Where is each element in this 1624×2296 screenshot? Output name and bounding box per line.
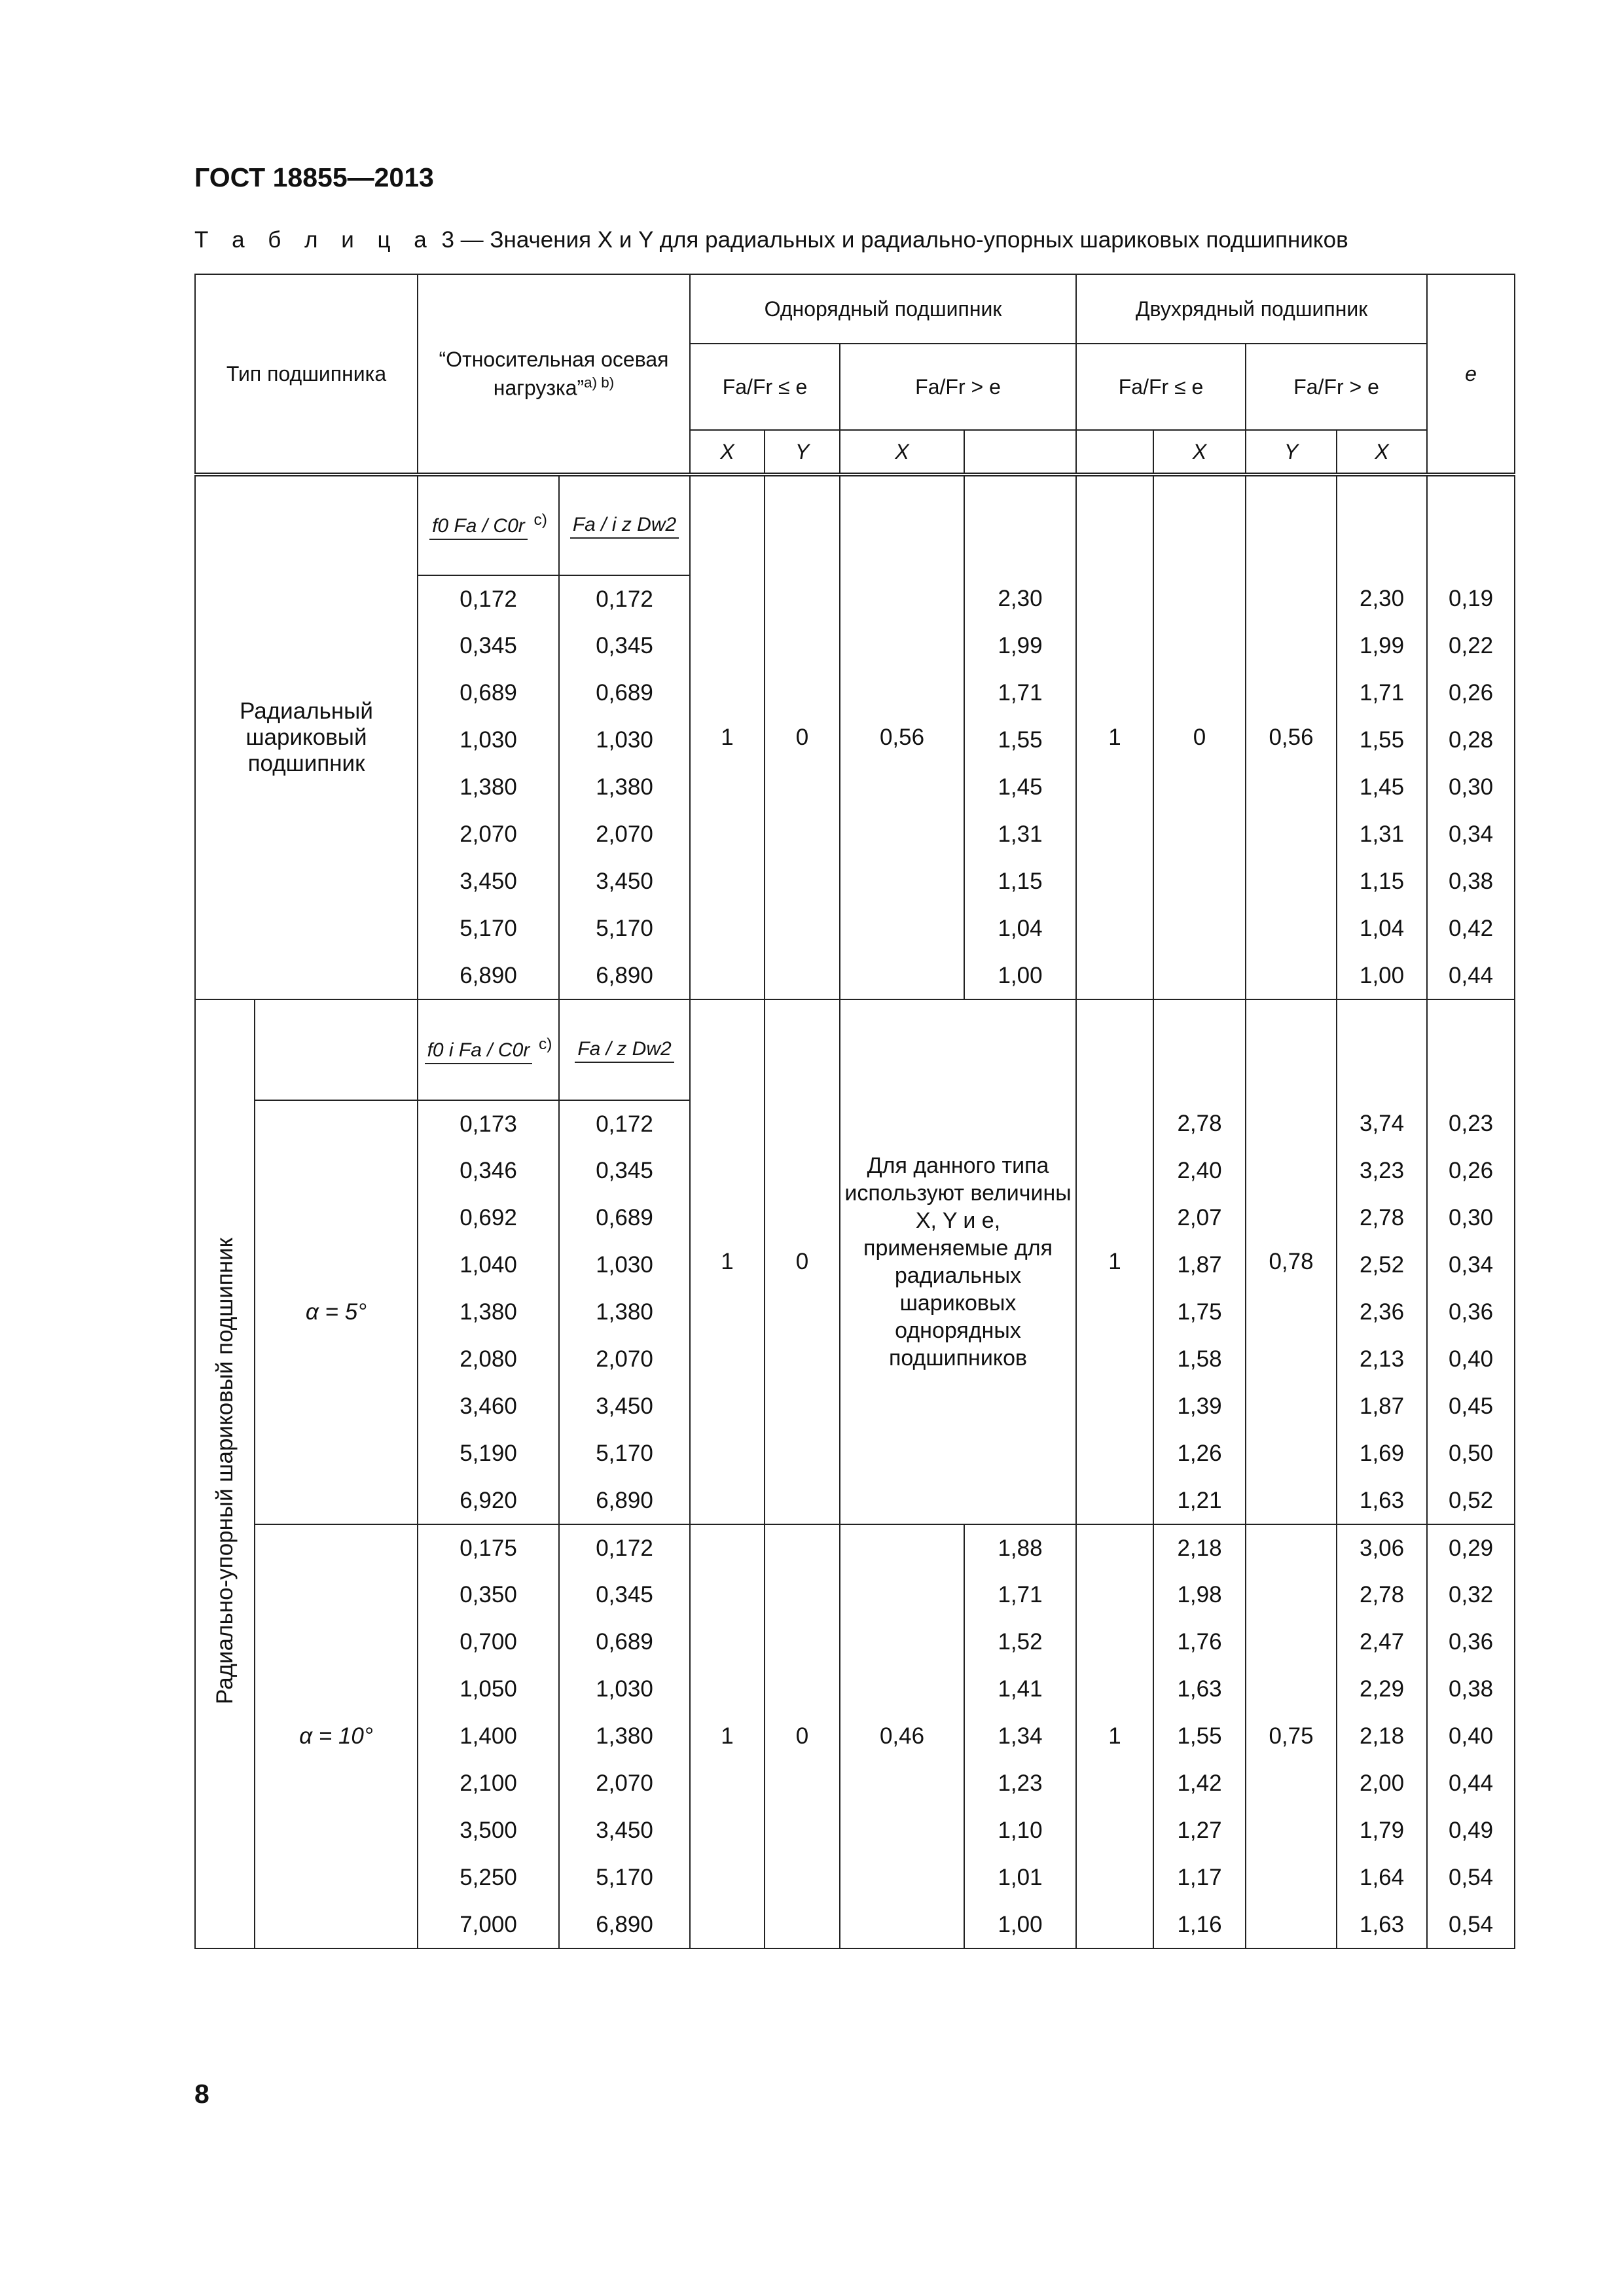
table-cell: 3,450	[559, 1383, 690, 1430]
alpha5-single-le-y: 0	[765, 999, 840, 1524]
table-cell: 0,54	[1427, 1854, 1515, 1901]
table-cell: 0,172	[559, 1524, 690, 1571]
table-cell: 5,250	[418, 1854, 559, 1901]
angular-type-label: Радиально-упорный шариковый подшипник	[195, 999, 255, 1948]
table-cell: 1,380	[418, 764, 559, 811]
table-cell: 1,41	[964, 1666, 1076, 1713]
table-cell: 0,689	[559, 670, 690, 717]
table-cell: 2,36	[1337, 1289, 1427, 1336]
table-cell: 1,99	[964, 622, 1076, 670]
alpha5-double-gt-x: 0,78	[1246, 999, 1337, 1524]
table-cell: 0,345	[418, 622, 559, 670]
table-cell: 0,345	[559, 1571, 690, 1619]
table-cell: 0,28	[1427, 717, 1515, 764]
table-cell: 1,380	[559, 1289, 690, 1336]
table-cell: 1,15	[1337, 858, 1427, 905]
table-cell: 0,22	[1427, 622, 1515, 670]
alpha5-double-le-x: 1	[1076, 999, 1153, 1524]
table-cell: 2,78	[1153, 1100, 1246, 1147]
table-cell: 3,450	[559, 858, 690, 905]
table-cell: 3,74	[1337, 1100, 1427, 1147]
page-number: 8	[194, 2079, 209, 2109]
table-cell: 2,78	[1337, 1571, 1427, 1619]
radial-double-le-x: 1	[1076, 475, 1153, 999]
table-cell: 1,27	[1153, 1807, 1246, 1854]
header-double-le-y: X	[1153, 430, 1246, 475]
alpha10-label: α = 10°	[255, 1524, 418, 1948]
table-cell: 1,15	[964, 858, 1076, 905]
table-cell: 2,47	[1337, 1619, 1427, 1666]
radial-single-le-y: 0	[765, 475, 840, 999]
header-double-gt-x: Y	[1246, 430, 1337, 475]
table-cell: 1,63	[1337, 1477, 1427, 1524]
table-cell: 1,00	[964, 1901, 1076, 1948]
table-cell: 0,52	[1427, 1477, 1515, 1524]
header-e: e	[1427, 274, 1515, 475]
table-cell: 6,920	[418, 1477, 559, 1524]
radial-double-le-y: 0	[1153, 475, 1246, 999]
table-cell: 1,380	[559, 1713, 690, 1760]
table-cell: 1,16	[1153, 1901, 1246, 1948]
table-cell: 5,170	[559, 1430, 690, 1477]
table-cell: 1,26	[1153, 1430, 1246, 1477]
table-cell: 0,172	[418, 575, 559, 622]
table-cell: 1,34	[964, 1713, 1076, 1760]
table-cell: 2,100	[418, 1760, 559, 1807]
table-cell: 1,71	[1337, 670, 1427, 717]
table-cell: 1,99	[1337, 622, 1427, 670]
table-cell: 1,58	[1153, 1336, 1246, 1383]
table-cell: 0,44	[1427, 1760, 1515, 1807]
radial-single-gt-y-blank	[964, 475, 1076, 575]
table-cell: 0,34	[1427, 1242, 1515, 1289]
radial-formula-1: f0 Fa / C0r $^{c)}$	[418, 475, 559, 575]
radial-double-gt-x: 0,56	[1246, 475, 1337, 999]
table-cell: 3,450	[559, 1807, 690, 1854]
table-cell: 2,070	[559, 811, 690, 858]
table-cell: 0,173	[418, 1100, 559, 1147]
table-cell: 1,63	[1337, 1901, 1427, 1948]
table-cell: 5,170	[559, 905, 690, 952]
caption-number: 3	[441, 227, 454, 253]
table-cell: 2,29	[1337, 1666, 1427, 1713]
table-cell: 2,78	[1337, 1194, 1427, 1242]
table-cell: 3,460	[418, 1383, 559, 1430]
table-cell: 6,890	[559, 1901, 690, 1948]
table-cell: 1,050	[418, 1666, 559, 1713]
table-cell: 1,31	[964, 811, 1076, 858]
table-cell: 1,23	[964, 1760, 1076, 1807]
table-cell: 1,64	[1337, 1854, 1427, 1901]
table-cell: 2,18	[1337, 1713, 1427, 1760]
table-cell: 1,63	[1153, 1666, 1246, 1713]
header-double-gt-y: X	[1337, 430, 1427, 475]
table-cell: 1,00	[1337, 952, 1427, 999]
table-cell: 1,45	[964, 764, 1076, 811]
table-cell: 1,31	[1337, 811, 1427, 858]
header-single-gt-e: Fa/Fr > e	[840, 344, 1076, 430]
table-cell: 1,69	[1337, 1430, 1427, 1477]
caption-prefix: Т а б л и ц а	[194, 227, 435, 253]
table-cell: 1,17	[1153, 1854, 1246, 1901]
table-cell: 5,170	[418, 905, 559, 952]
table-cell: 1,75	[1153, 1289, 1246, 1336]
table-cell: 1,21	[1153, 1477, 1246, 1524]
table-cell: 1,10	[964, 1807, 1076, 1854]
header-single-le-x: X	[690, 430, 765, 475]
table-cell: 0,34	[1427, 811, 1515, 858]
table-cell: 0,54	[1427, 1901, 1515, 1948]
table-cell: 1,400	[418, 1713, 559, 1760]
table-cell: 2,30	[964, 575, 1076, 622]
alpha10-single-le-y: 0	[765, 1524, 840, 1948]
radial-e-blank	[1427, 475, 1515, 575]
alpha5-double-le-y-blank	[1153, 999, 1246, 1100]
table-cell: 2,070	[559, 1336, 690, 1383]
table-cell: 1,79	[1337, 1807, 1427, 1854]
table-cell: 0,26	[1427, 1147, 1515, 1194]
table-cell: 2,13	[1337, 1336, 1427, 1383]
table-cell: 1,55	[1153, 1713, 1246, 1760]
caption-text: — Значения X и Y для радиальных и радиально-упорных шариковых подшипников	[454, 227, 1348, 253]
table-cell: 1,55	[1337, 717, 1427, 764]
table-cell: 0,32	[1427, 1571, 1515, 1619]
alpha5-label: α = 5°	[255, 1100, 418, 1524]
table-cell: 3,23	[1337, 1147, 1427, 1194]
table-cell: 1,39	[1153, 1383, 1246, 1430]
table-cell: 3,500	[418, 1807, 559, 1854]
header-double-row: Двухрядный подшипник	[1076, 274, 1427, 344]
table-cell: 1,00	[964, 952, 1076, 999]
table-cell: 2,07	[1153, 1194, 1246, 1242]
table-cell: 0,23	[1427, 1100, 1515, 1147]
table-cell: 1,030	[559, 1666, 690, 1713]
header-single-gt-y	[964, 430, 1076, 475]
table-cell: 0,26	[1427, 670, 1515, 717]
header-relative-load: “Относительная осевая нагрузка”$^{а) b)}$	[418, 274, 690, 475]
table-cell: 0,44	[1427, 952, 1515, 999]
table-cell: 1,030	[559, 1242, 690, 1289]
table-cell: 2,070	[559, 1760, 690, 1807]
table-cell: 2,080	[418, 1336, 559, 1383]
table-cell: 1,87	[1337, 1383, 1427, 1430]
table-cell: 0,345	[559, 1147, 690, 1194]
angular-alpha-blank	[255, 999, 418, 1100]
table-cell: 0,30	[1427, 1194, 1515, 1242]
header-double-gt-e: Fa/Fr > e	[1246, 344, 1427, 430]
table-cell: 1,04	[964, 905, 1076, 952]
table-cell: 0,689	[418, 670, 559, 717]
alpha5-double-gt-y-blank	[1337, 999, 1427, 1100]
table-cell: 0,19	[1427, 575, 1515, 622]
table-cell: 1,76	[1153, 1619, 1246, 1666]
table-cell: 2,52	[1337, 1242, 1427, 1289]
table-cell: 1,380	[559, 764, 690, 811]
table-caption	[194, 227, 1348, 253]
table-cell: 6,890	[559, 1477, 690, 1524]
header-single-row: Однорядный подшипник	[690, 274, 1076, 344]
angular-formula-2: Fa / z Dw2	[559, 999, 690, 1100]
table-cell: 1,380	[418, 1289, 559, 1336]
table-cell: 2,30	[1337, 575, 1427, 622]
table-cell: 5,190	[418, 1430, 559, 1477]
table-cell: 1,040	[418, 1242, 559, 1289]
table-cell: 0,172	[559, 575, 690, 622]
xy-values-table	[194, 274, 1515, 1949]
header-relative-load-note: а) b)	[584, 374, 615, 391]
table-cell: 0,689	[559, 1619, 690, 1666]
table-cell: 0,50	[1427, 1430, 1515, 1477]
alpha10-single-le-x: 1	[690, 1524, 765, 1948]
table-cell: 3,450	[418, 858, 559, 905]
table-cell: 0,689	[559, 1194, 690, 1242]
table-cell: 0,346	[418, 1147, 559, 1194]
table-cell: 0,42	[1427, 905, 1515, 952]
table-cell: 0,40	[1427, 1713, 1515, 1760]
table-cell: 1,030	[418, 717, 559, 764]
table-cell: 2,40	[1153, 1147, 1246, 1194]
radial-double-gt-y-blank	[1337, 475, 1427, 575]
table-cell: 1,87	[1153, 1242, 1246, 1289]
table-cell: 0,40	[1427, 1336, 1515, 1383]
table-cell: 1,55	[964, 717, 1076, 764]
table-cell: 0,49	[1427, 1807, 1515, 1854]
table-cell: 0,345	[559, 622, 690, 670]
table-cell: 1,01	[964, 1854, 1076, 1901]
header-double-le-x	[1076, 430, 1153, 475]
alpha5-single-le-x: 1	[690, 999, 765, 1524]
table-cell: 2,00	[1337, 1760, 1427, 1807]
table-cell: 0,692	[418, 1194, 559, 1242]
header-double-le-e: Fa/Fr ≤ e	[1076, 344, 1246, 430]
radial-type-label: Радиальный шариковый подшипник	[195, 475, 418, 999]
table-cell: 0,36	[1427, 1289, 1515, 1336]
radial-formula-2: Fa / i z Dw2	[559, 475, 690, 575]
table-cell: 1,45	[1337, 764, 1427, 811]
radial-single-gt-x: 0,56	[840, 475, 964, 999]
radial-single-le-x: 1	[690, 475, 765, 999]
table-cell: 0,172	[559, 1100, 690, 1147]
table-cell: 0,45	[1427, 1383, 1515, 1430]
table-cell: 2,18	[1153, 1524, 1246, 1571]
angular-formula-1: f0 i Fa / C0r $^{c)}$	[418, 999, 559, 1100]
header-single-le-e: Fa/Fr ≤ e	[690, 344, 840, 430]
table-cell: 0,29	[1427, 1524, 1515, 1571]
table-cell: 0,30	[1427, 764, 1515, 811]
table-cell: 0,700	[418, 1619, 559, 1666]
table-cell: 1,52	[964, 1619, 1076, 1666]
table-cell: 0,350	[418, 1571, 559, 1619]
table-cell: 5,170	[559, 1854, 690, 1901]
table-cell: 3,06	[1337, 1524, 1427, 1571]
table-cell: 6,890	[418, 952, 559, 999]
table-cell: 1,04	[1337, 905, 1427, 952]
table-cell: 2,070	[418, 811, 559, 858]
table-cell: 0,175	[418, 1524, 559, 1571]
table-cell: 1,71	[964, 670, 1076, 717]
table-cell: 1,88	[964, 1524, 1076, 1571]
alpha10-single-gt-x: 0,46	[840, 1524, 964, 1948]
header-single-le-y: Y	[765, 430, 840, 475]
table-cell: 1,42	[1153, 1760, 1246, 1807]
table-cell: 7,000	[418, 1901, 559, 1948]
alpha10-double-gt-x: 0,75	[1246, 1524, 1337, 1948]
alpha10-double-le-x: 1	[1076, 1524, 1153, 1948]
table-cell: 1,71	[964, 1571, 1076, 1619]
table-cell: 1,030	[559, 717, 690, 764]
header-single-gt-x: X	[840, 430, 964, 475]
table-cell: 1,98	[1153, 1571, 1246, 1619]
table-cell: 0,36	[1427, 1619, 1515, 1666]
document-code: ГОСТ 18855—2013	[194, 162, 434, 192]
table-cell: 0,38	[1427, 858, 1515, 905]
alpha5-single-gt-note: Для данного типа используют величины X, Y и e, применяемые для радиальных шариковых однорядных подшипников	[840, 999, 1076, 1524]
header-bearing-type: Тип подшипника	[195, 274, 418, 475]
alpha5-e-blank	[1427, 999, 1515, 1100]
table-cell: 0,38	[1427, 1666, 1515, 1713]
table-cell: 6,890	[559, 952, 690, 999]
